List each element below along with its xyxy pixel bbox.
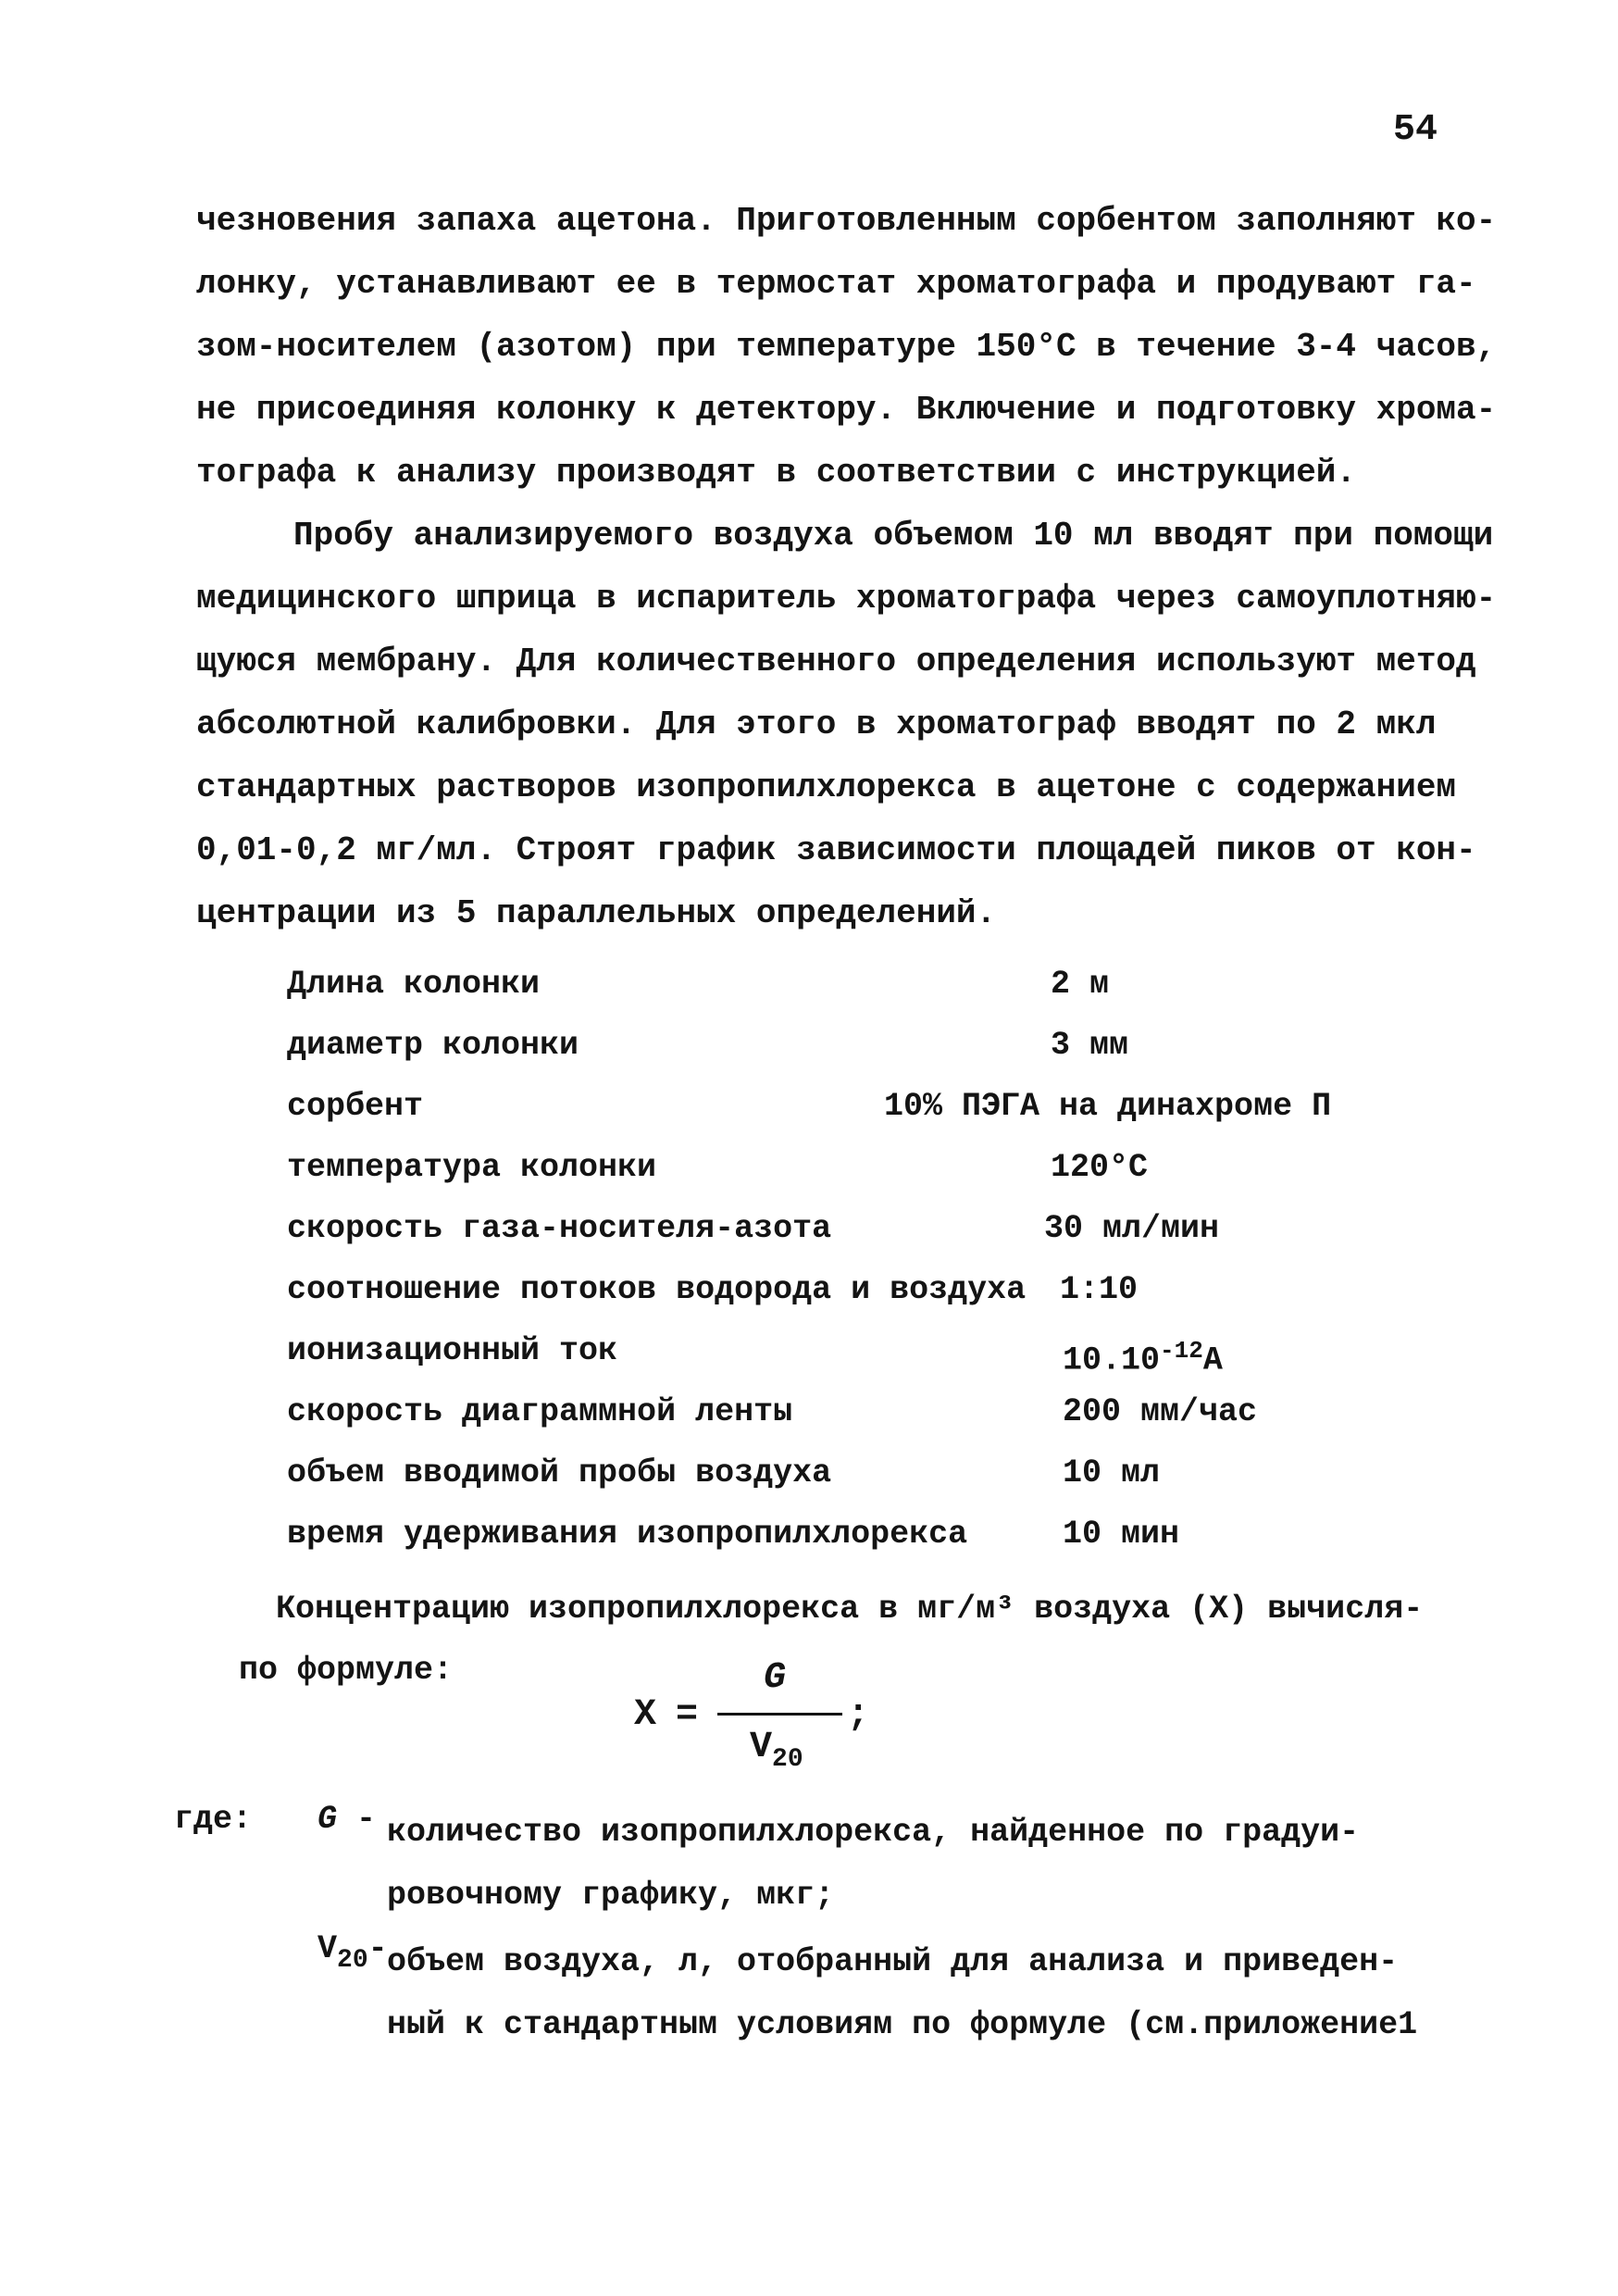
condition-name: объем вводимой пробы воздуха xyxy=(287,1454,832,1491)
condition-row xyxy=(278,1259,1370,1320)
text-line: ровочному графику, мкг; xyxy=(387,1877,835,1914)
condition-name: скорость газа-носителя-азота xyxy=(287,1210,832,1247)
where-label: где: xyxy=(174,1801,253,1838)
condition-row xyxy=(278,1442,1370,1504)
condition-value: 10 мл xyxy=(1063,1454,1161,1491)
text-line: зом-носителем (азотом) при температуре 150°С в течение 3-4 часов, xyxy=(196,328,1497,366)
text-line: объем воздуха, л, отобранный для анализа и приведен- xyxy=(387,1943,1399,1980)
paragraph-sorbent-preparation xyxy=(196,190,1497,505)
chromatography-conditions-table xyxy=(278,954,1370,1565)
condition-name: сорбент xyxy=(287,1088,424,1125)
condition-value: 120°С xyxy=(1051,1149,1149,1186)
condition-value: 10% ПЭГА на динахроме П xyxy=(884,1088,1332,1125)
condition-row xyxy=(278,1504,1370,1565)
condition-name: Длина колонки xyxy=(287,966,541,1003)
condition-row xyxy=(278,1198,1370,1259)
condition-value: 200 мм/час xyxy=(1063,1393,1258,1430)
condition-row xyxy=(278,1076,1370,1137)
denominator-subscript: 20 xyxy=(772,1745,803,1774)
condition-value: 3 мм xyxy=(1051,1027,1129,1064)
value-unit: А xyxy=(1202,1341,1223,1379)
page-number: 54 xyxy=(1393,109,1438,151)
text-line: центрации из 5 параллельных определений. xyxy=(196,894,997,932)
condition-value: 30 мл/мин xyxy=(1044,1210,1220,1247)
condition-value: 1:10 xyxy=(1060,1271,1139,1308)
condition-row xyxy=(278,1381,1370,1442)
formula-numerator: G xyxy=(764,1657,787,1699)
condition-row xyxy=(278,1137,1370,1198)
text-line: количество изопропилхлорекса, найденное по градуи- xyxy=(387,1814,1360,1851)
text-line: лонку, устанавливают ее в термостат хроматографа и продувают га- xyxy=(196,265,1476,303)
value-exponent: -12 xyxy=(1160,1337,1203,1365)
text-line: щуюся мембрану. Для количественного определения используют метод xyxy=(196,643,1476,680)
condition-row xyxy=(278,1015,1370,1076)
denominator-symbol: V xyxy=(750,1727,773,1768)
definition-symbol: G - xyxy=(317,1801,377,1838)
condition-name: время удерживания изопропилхлорекса xyxy=(287,1516,968,1553)
formula-equals: = xyxy=(676,1694,699,1736)
text-line: стандартных растворов изопропилхлорекса в ацетоне с содержанием xyxy=(196,768,1457,806)
text-line: Концентрацию изопропилхлорекса в мг/м³ воздуха (Х) вычисля- xyxy=(276,1591,1424,1628)
text-line: ный к стандартным условиям по формуле (см.приложение1 xyxy=(387,2006,1418,2043)
text-line: по формуле: xyxy=(239,1652,454,1689)
fraction-bar xyxy=(717,1713,842,1716)
concentration-formula xyxy=(625,1657,870,1787)
text-line: тографа к анализу производят в соответствии с инструкцией. xyxy=(196,454,1357,492)
condition-value: 2 м xyxy=(1051,966,1110,1003)
text-line: абсолютной калибровки. Для этого в хроматограф вводят по 2 мкл xyxy=(196,705,1437,743)
condition-name: температура колонки xyxy=(287,1149,657,1186)
condition-row xyxy=(278,1320,1370,1381)
condition-row xyxy=(278,954,1370,1015)
formula-denominator xyxy=(750,1727,803,1774)
paragraph-sampling-procedure xyxy=(196,505,1497,945)
text-line: Пробу анализируемого воздуха объемом 10 мл вводят при помощи xyxy=(293,517,1494,555)
text-line: не присоединяя колонку к детектору. Включение и подготовку хрома- xyxy=(196,391,1497,429)
formula-lhs: X xyxy=(634,1694,657,1736)
text-line: 0,01-0,2 мг/мл. Строят график зависимости площадей пиков от кон- xyxy=(196,831,1476,869)
condition-name: диаметр колонки xyxy=(287,1027,579,1064)
condition-value: 10 мин xyxy=(1063,1516,1180,1553)
definition-symbol: $V_{20}-$ xyxy=(317,1930,388,1975)
condition-name: ионизационный ток xyxy=(287,1332,618,1369)
definition-text xyxy=(387,1801,1470,1927)
value-base: 10.10 xyxy=(1063,1341,1161,1379)
formula-end: ; xyxy=(847,1694,870,1736)
definition-text xyxy=(387,1930,1470,2056)
condition-name: соотношение потоков водорода и воздуха xyxy=(287,1271,1027,1308)
condition-name: скорость диаграммной ленты xyxy=(287,1393,793,1430)
text-line: чезновения запаха ацетона. Приготовленным сорбентом заполняют ко- xyxy=(196,202,1497,240)
text-line: медицинского шприца в испаритель хроматографа через самоуплотняю- xyxy=(196,580,1497,618)
